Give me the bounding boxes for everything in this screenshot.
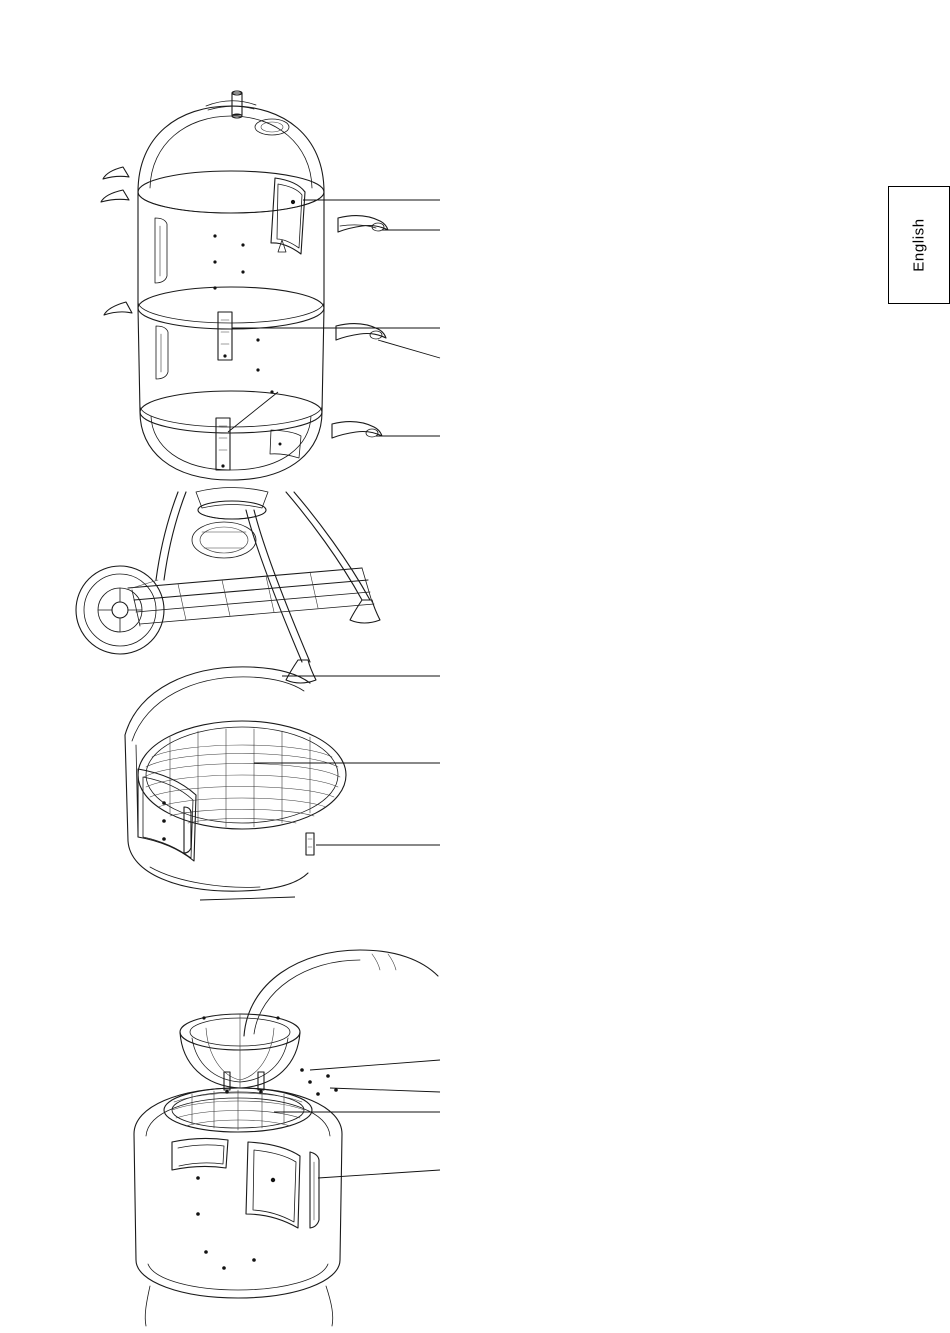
upper-left-handle (101, 167, 167, 283)
bowl-front-wall (125, 735, 308, 891)
language-tab (888, 186, 950, 304)
chamber-left-plate (172, 1138, 228, 1215)
bowl-section-handle (332, 422, 382, 438)
smoker-lid (138, 101, 324, 213)
figure-assembled-smoker (10, 40, 460, 660)
center-section-handle (336, 324, 386, 340)
lid-vent-icon (232, 91, 242, 118)
lid-damper-door (271, 178, 305, 254)
bowl-upper-rim (125, 667, 310, 741)
figure-charcoal-chamber (10, 930, 460, 1330)
figure-3-callouts (274, 1060, 440, 1178)
figure-1-callouts (232, 200, 440, 436)
figure-2-callouts (200, 676, 440, 900)
lid-handle-bracket (338, 216, 388, 232)
language-tab-label: English (910, 218, 928, 272)
ash-pan-assembly (192, 488, 268, 559)
middle-body-section (104, 302, 386, 433)
bowl-access-door (138, 769, 196, 861)
grate-support-bracket (306, 833, 314, 855)
charcoal-ring (180, 1014, 300, 1088)
charcoal-grate (164, 1088, 312, 1132)
cooking-grate (138, 721, 346, 829)
center-section-latch (218, 312, 232, 360)
cart-wheel (76, 566, 164, 654)
chamber-lower-details (145, 1250, 333, 1326)
lower-access-door (246, 1142, 319, 1228)
lid-arc (244, 950, 438, 1036)
figure-bowl-with-grate (10, 645, 460, 935)
lower-bowl-section (140, 412, 382, 480)
